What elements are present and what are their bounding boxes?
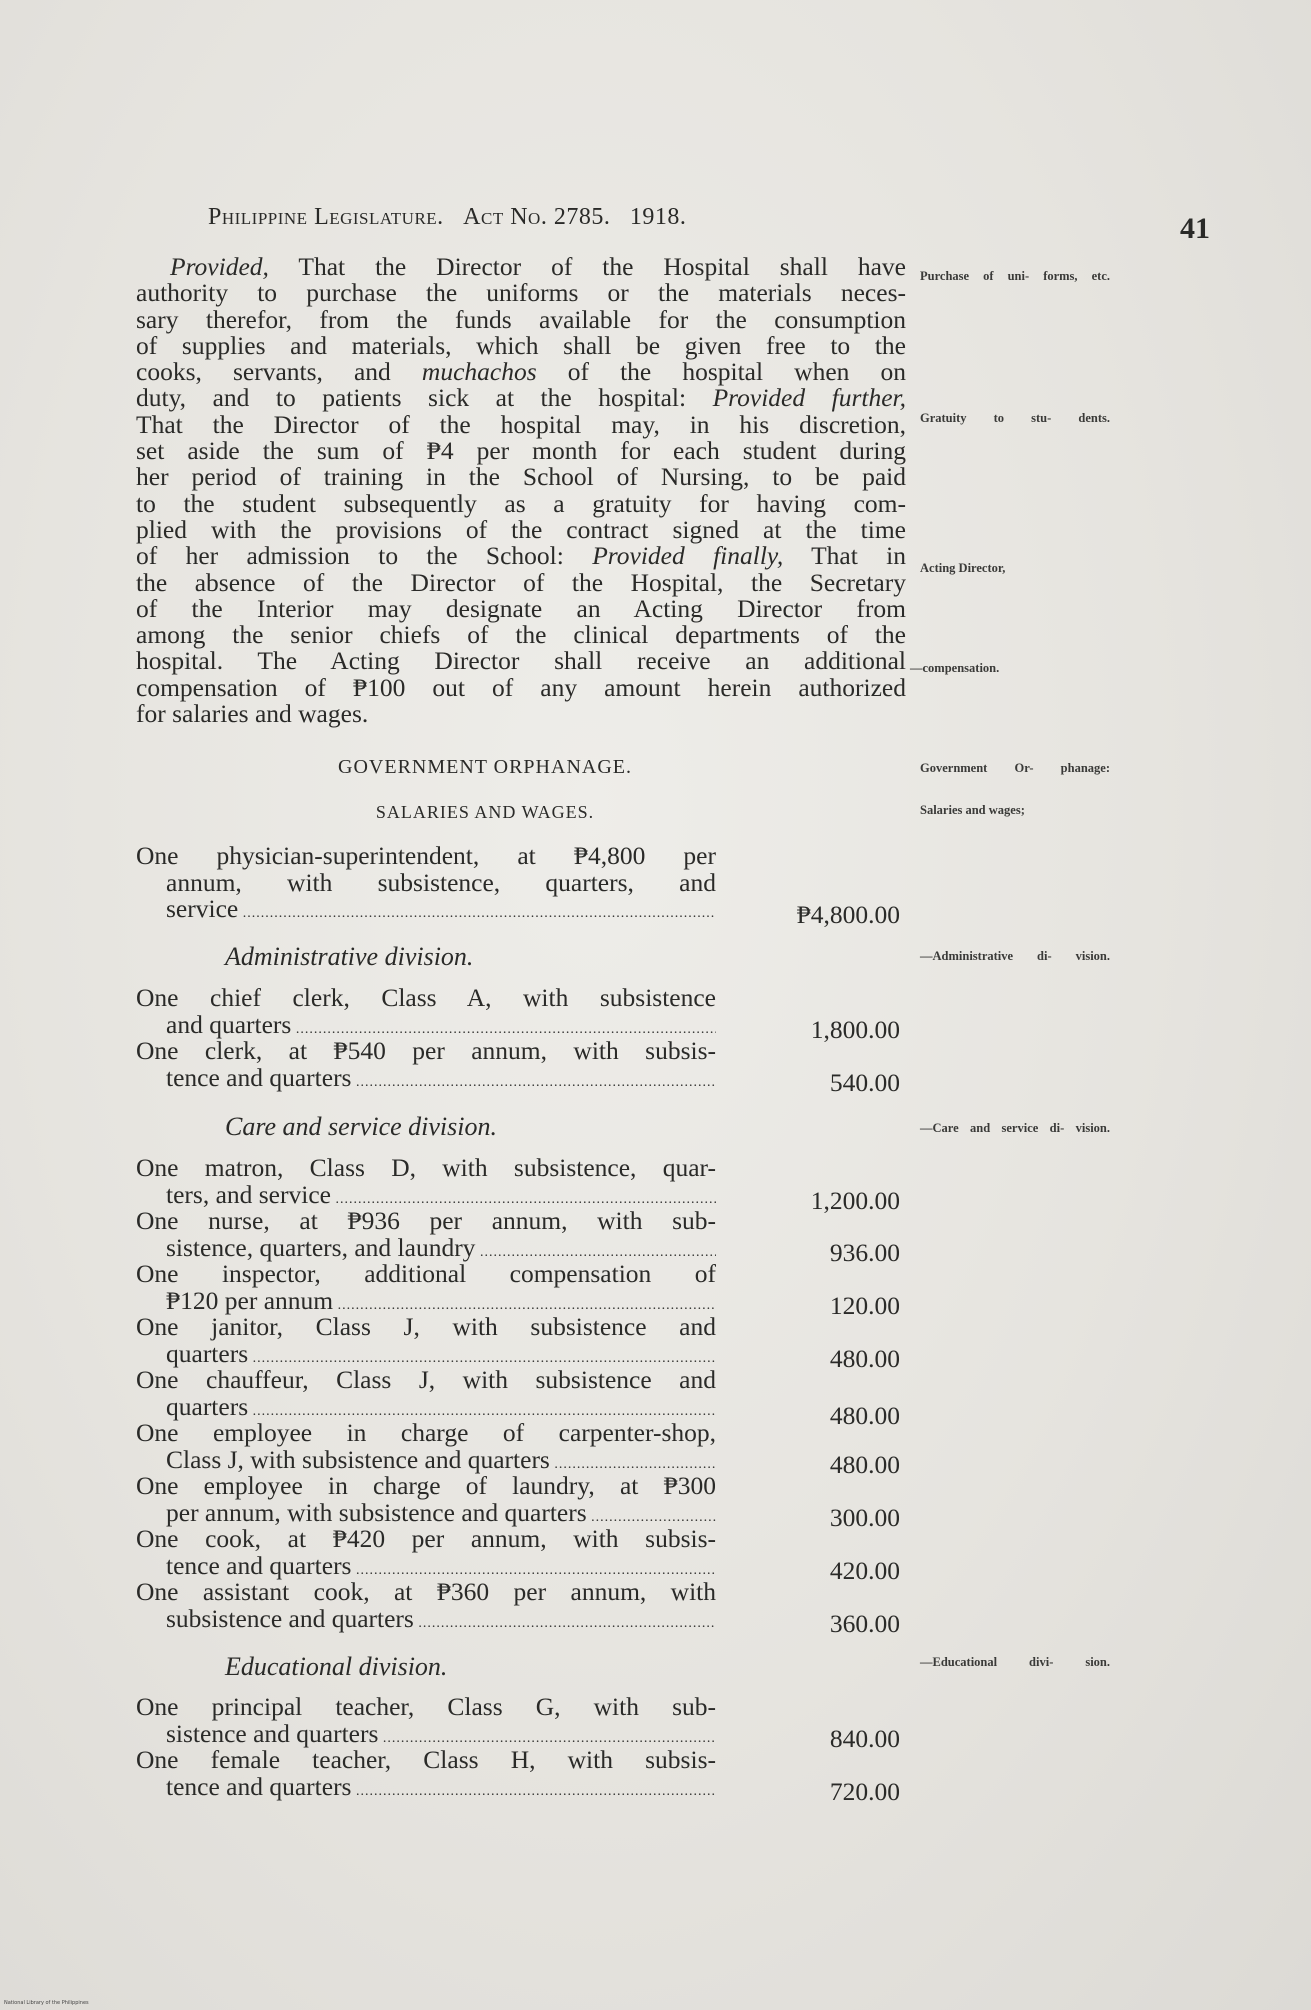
para-line: of her admission to the School: Provided finally, That in bbox=[136, 541, 906, 571]
item-line: One chauffeur, Class J, with subsistence and bbox=[136, 1365, 716, 1394]
para-line: authority to purchase the uniforms or the materials neces- bbox=[136, 278, 906, 308]
scan-footer: National Library of the Philippines bbox=[4, 2000, 89, 2006]
salary-item bbox=[136, 1208, 716, 1266]
division-heading-educational: Educational division. bbox=[225, 1652, 448, 1681]
para-line: for salaries and wages. bbox=[136, 699, 369, 729]
item-line: One nurse, at ₱936 per annum, with sub- bbox=[136, 1206, 716, 1235]
running-header bbox=[208, 204, 686, 231]
item-amount: 1,200.00 bbox=[810, 1186, 900, 1215]
para-line: hospital. The Acting Director shall receive an additional bbox=[136, 646, 906, 676]
item-line: and quarters ..... bbox=[136, 1012, 716, 1044]
item-line: ₱120 per annum ..... bbox=[136, 1288, 716, 1320]
item-amount: 480.00 bbox=[829, 1401, 900, 1430]
item-amount: 540.00 bbox=[829, 1068, 900, 1097]
item-line: One employee in charge of laundry, at ₱300 bbox=[136, 1471, 716, 1500]
salary-item bbox=[136, 1155, 716, 1213]
item-line: tence and quarters ..... bbox=[136, 1774, 716, 1806]
para-line: her period of training in the School of Nursing, to be paid bbox=[136, 462, 906, 492]
item-line: One matron, Class D, with subsistence, quar- bbox=[136, 1153, 716, 1182]
item-amount: 480.00 bbox=[829, 1344, 900, 1373]
salary-item bbox=[136, 1261, 716, 1319]
item-amount: 420.00 bbox=[829, 1556, 900, 1585]
para-line: compensation of ₱100 out of any amount herein authorized bbox=[136, 672, 906, 702]
salary-item bbox=[136, 1038, 716, 1096]
section-subtitle: SALARIES AND WAGES. bbox=[375, 802, 595, 822]
item-line: service ..... bbox=[136, 896, 716, 928]
item-line: One chief clerk, Class A, with subsistence bbox=[136, 983, 716, 1012]
salary-item bbox=[136, 1526, 716, 1584]
para-line: duty, and to patients sick at the hospital: Provided further, bbox=[136, 383, 906, 413]
item-line: Class J, with subsistence and quarters ..... bbox=[136, 1447, 716, 1479]
item-amount: 120.00 bbox=[829, 1291, 900, 1320]
margin-note-orphanage: Government Or- phanage: bbox=[920, 761, 1110, 775]
item-line: per annum, with subsistence and quarters ..... bbox=[136, 1500, 716, 1532]
item-line: ters, and service ..... bbox=[136, 1182, 716, 1214]
page-number: 41 bbox=[1180, 212, 1210, 245]
item-amount: 480.00 bbox=[829, 1450, 900, 1479]
item-line: subsistence and quarters ..... bbox=[136, 1606, 716, 1638]
division-heading-care: Care and service division. bbox=[225, 1112, 497, 1141]
item-line: One clerk, at ₱540 per annum, with subsis- bbox=[136, 1036, 716, 1065]
item-line: sistence, quarters, and laundry ..... bbox=[136, 1235, 716, 1267]
item-line: One principal teacher, Class G, with sub- bbox=[136, 1692, 716, 1721]
para-line: That the Director of the hospital may, in his discretion, bbox=[136, 409, 906, 439]
para-line: of the Interior may designate an Acting Director from bbox=[136, 593, 906, 623]
para-line: plied with the provisions of the contract signed at the time bbox=[136, 514, 906, 544]
para-line: cooks, servants, and muchachos of the hospital when on bbox=[136, 357, 907, 387]
para-line: to the student subsequently as a gratuity for having com- bbox=[136, 488, 906, 518]
para-line: the absence of the Director of the Hospital, the Secretary bbox=[136, 567, 906, 597]
para-line: of supplies and materials, which shall be given free to the bbox=[136, 330, 906, 360]
salary-item bbox=[136, 985, 716, 1043]
item-line: quarters ..... bbox=[136, 1341, 716, 1373]
margin-note-purchase: Purchase of uni- forms, etc. bbox=[920, 269, 1110, 283]
item-amount: 720.00 bbox=[829, 1777, 900, 1806]
para-line: sary therefor, from the funds available for the consumption bbox=[136, 304, 906, 334]
para-line: Provided, That the Director of the Hospital shall have bbox=[170, 252, 906, 281]
salary-item bbox=[136, 843, 716, 928]
margin-note-acting: Acting Director, bbox=[920, 561, 1006, 575]
item-line: sistence and quarters ..... bbox=[136, 1721, 716, 1753]
provisions-paragraph bbox=[136, 254, 906, 727]
salary-item bbox=[136, 1579, 716, 1637]
item-line: tence and quarters ..... bbox=[136, 1065, 716, 1097]
item-amount: 1,800.00 bbox=[810, 1015, 900, 1044]
para-line: set aside the sum of ₱4 per month for each student during bbox=[136, 436, 906, 466]
salary-item bbox=[136, 1747, 716, 1805]
margin-note-care: —Care and service di- vision. bbox=[920, 1121, 1110, 1135]
margin-note-salaries: Salaries and wages; bbox=[920, 803, 1025, 817]
division-heading-administrative: Administrative division. bbox=[225, 942, 474, 971]
header-act: Act No. 2785. bbox=[463, 204, 611, 230]
item-line: One employee in charge of carpenter-shop, bbox=[136, 1418, 716, 1447]
salary-item bbox=[136, 1694, 716, 1752]
item-amount: 360.00 bbox=[829, 1609, 900, 1638]
salary-item bbox=[136, 1473, 716, 1531]
item-line: One female teacher, Class H, with subsis- bbox=[136, 1745, 716, 1774]
item-line: tence and quarters ..... bbox=[136, 1553, 716, 1585]
item-amount: 840.00 bbox=[829, 1724, 900, 1753]
margin-note-gratuity: Gratuity to stu- dents. bbox=[920, 411, 1110, 425]
margin-note-administrative: —Administrative di- vision. bbox=[920, 949, 1110, 963]
salary-item bbox=[136, 1420, 716, 1478]
salary-item bbox=[136, 1367, 716, 1425]
item-line: One inspector, additional compensation of bbox=[136, 1259, 716, 1288]
item-amount: ₱4,800.00 bbox=[796, 900, 900, 929]
header-legislature: Philippine Legislature. bbox=[208, 204, 444, 230]
item-line: One cook, at ₱420 per annum, with subsis- bbox=[136, 1524, 716, 1553]
margin-note-educational: —Educational divi- sion. bbox=[920, 1655, 1110, 1669]
para-line: among the senior chiefs of the clinical departments of the bbox=[136, 620, 906, 650]
item-amount: 300.00 bbox=[829, 1503, 900, 1532]
item-line: One janitor, Class J, with subsistence and bbox=[136, 1312, 716, 1341]
item-line: One physician-superintendent, at ₱4,800 per bbox=[136, 841, 716, 870]
section-title: GOVERNMENT ORPHANAGE. bbox=[338, 756, 632, 778]
margin-note-compensation: —compensation. bbox=[910, 661, 1000, 675]
item-line: One assistant cook, at ₱360 per annum, with bbox=[136, 1577, 716, 1606]
item-amount: 936.00 bbox=[829, 1238, 900, 1267]
item-line: annum, with subsistence, quarters, and bbox=[166, 867, 716, 897]
salary-item bbox=[136, 1314, 716, 1372]
item-line: quarters ..... bbox=[136, 1394, 716, 1426]
header-year: 1918. bbox=[629, 204, 687, 230]
